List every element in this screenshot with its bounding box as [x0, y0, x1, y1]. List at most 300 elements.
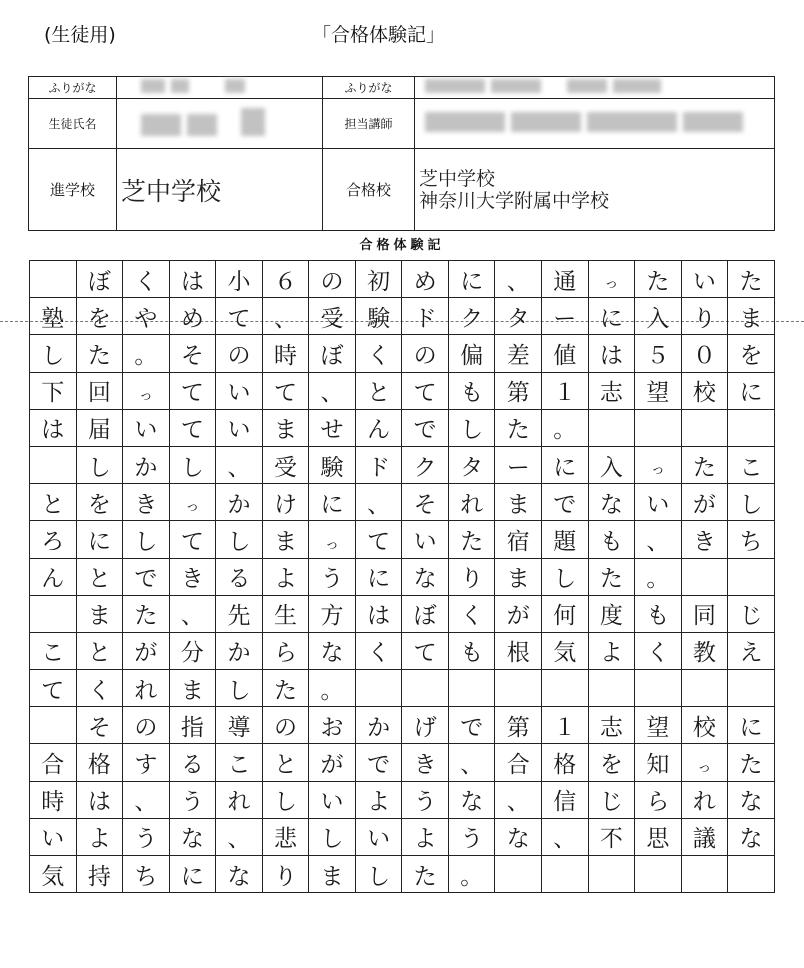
grid-cell: こ: [728, 447, 775, 484]
grid-cell: け: [263, 484, 310, 521]
grid-cell: 教: [682, 633, 729, 670]
grid-cell: [449, 670, 496, 707]
grid-cell: し: [356, 856, 403, 893]
grid-row: [30, 856, 775, 893]
grid-cell: げ: [402, 707, 449, 744]
grid-cell: 。: [635, 559, 682, 596]
grid-cell: 生: [263, 596, 310, 633]
grid-cell: 、: [263, 298, 310, 335]
grid-cell: ぼ: [309, 335, 356, 372]
grid-cell: 持: [77, 856, 124, 893]
grid-cell: 度: [589, 596, 636, 633]
grid-row: [30, 410, 775, 447]
grid-cell: っ: [589, 261, 636, 298]
grid-cell: と: [77, 633, 124, 670]
grid-cell: ０: [682, 335, 729, 372]
grid-cell: お: [309, 707, 356, 744]
grid-cell: い: [216, 410, 263, 447]
teacher-furigana-redacted: [415, 77, 775, 99]
grid-cell: じ: [728, 596, 775, 633]
grid-cell: の: [216, 335, 263, 372]
grid-cell: っ: [123, 373, 170, 410]
grid-cell: [728, 410, 775, 447]
grid-cell: 望: [635, 373, 682, 410]
grid-cell: た: [263, 670, 310, 707]
grid-cell: よ: [356, 782, 403, 819]
grid-cell: じ: [589, 782, 636, 819]
grid-cell: 不: [589, 819, 636, 856]
grid-cell: が: [682, 484, 729, 521]
grid-cell: 受: [309, 298, 356, 335]
grid-cell: り: [449, 559, 496, 596]
grid-cell: っ: [170, 484, 217, 521]
furigana-label-2: ふりがな: [323, 77, 415, 99]
grid-cell: い: [216, 373, 263, 410]
grid-cell: し: [449, 410, 496, 447]
grid-cell: で: [542, 484, 589, 521]
grid-cell: ま: [495, 484, 542, 521]
student-name-label: 生徒氏名: [29, 99, 117, 149]
grid-cell: も: [449, 633, 496, 670]
grid-cell: し: [216, 521, 263, 558]
grid-cell: [30, 261, 77, 298]
grid-row: [30, 707, 775, 744]
grid-cell: し: [542, 559, 589, 596]
grid-cell: 、: [449, 744, 496, 781]
grid-cell: に: [542, 447, 589, 484]
grid-cell: が: [309, 744, 356, 781]
grid-cell: [495, 670, 542, 707]
grid-cell: 気: [30, 856, 77, 893]
grid-cell: 議: [682, 819, 729, 856]
grid-cell: タ: [449, 447, 496, 484]
passed-school-2: 神奈川大学附属中学校: [419, 189, 610, 212]
grid-cell: を: [589, 744, 636, 781]
grid-cell: [542, 670, 589, 707]
grid-cell: ん: [356, 410, 403, 447]
grid-cell: く: [449, 596, 496, 633]
grid-cell: 時: [263, 335, 310, 372]
grid-cell: 方: [309, 596, 356, 633]
grid-cell: く: [635, 633, 682, 670]
grid-cell: 入: [589, 447, 636, 484]
grid-row: [30, 484, 775, 521]
school-enrolled-value: 芝中学校: [117, 149, 323, 231]
grid-cell: し: [309, 819, 356, 856]
grid-cell: て: [170, 373, 217, 410]
grid-row: [30, 559, 775, 596]
grid-cell: ５: [635, 335, 682, 372]
grid-cell: も: [449, 373, 496, 410]
grid-cell: 通: [542, 261, 589, 298]
grid-cell: き: [402, 744, 449, 781]
grid-cell: 同: [682, 596, 729, 633]
grid-cell: 志: [589, 373, 636, 410]
grid-cell: た: [728, 744, 775, 781]
grid-cell: も: [589, 521, 636, 558]
grid-cell: か: [216, 633, 263, 670]
grid-cell: め: [402, 261, 449, 298]
grid-cell: 指: [170, 707, 217, 744]
grid-cell: で: [123, 559, 170, 596]
grid-cell: な: [589, 484, 636, 521]
grid-cell: な: [728, 782, 775, 819]
grid-cell: [635, 410, 682, 447]
grid-cell: [728, 670, 775, 707]
grid-cell: に: [589, 298, 636, 335]
grid-cell: っ: [635, 447, 682, 484]
grid-cell: の: [402, 335, 449, 372]
school-enrolled-label: 進学校: [29, 149, 117, 231]
grid-cell: や: [123, 298, 170, 335]
grid-cell: ぼ: [402, 596, 449, 633]
grid-cell: [682, 856, 729, 893]
grid-cell: 根: [495, 633, 542, 670]
grid-cell: し: [30, 335, 77, 372]
grid-cell: し: [728, 484, 775, 521]
grid-row: [30, 261, 775, 298]
grid-cell: 校: [682, 707, 729, 744]
grid-cell: て: [402, 633, 449, 670]
grid-cell: ま: [263, 410, 310, 447]
grid-cell: 合: [495, 744, 542, 781]
grid-cell: [402, 670, 449, 707]
grid-cell: 、: [356, 484, 403, 521]
grid-cell: 時: [30, 782, 77, 819]
essay-title: 合格体験記: [359, 238, 445, 253]
grid-cell: ち: [123, 856, 170, 893]
grid-cell: に: [309, 484, 356, 521]
grid-cell: ６: [263, 261, 310, 298]
grid-cell: き: [682, 521, 729, 558]
grid-cell: た: [682, 447, 729, 484]
grid-cell: そ: [402, 484, 449, 521]
grid-cell: よ: [77, 819, 124, 856]
grid-cell: に: [449, 261, 496, 298]
grid-cell: 。: [449, 856, 496, 893]
grid-cell: え: [728, 633, 775, 670]
grid-cell: 分: [170, 633, 217, 670]
grid-cell: [635, 856, 682, 893]
grid-cell: 先: [216, 596, 263, 633]
student-info-table: [28, 76, 775, 231]
grid-cell: る: [170, 744, 217, 781]
grid-row: [30, 521, 775, 558]
grid-cell: 、: [495, 261, 542, 298]
grid-cell: て: [216, 298, 263, 335]
grid-cell: る: [216, 559, 263, 596]
grid-cell: り: [682, 298, 729, 335]
grid-cell: ク: [449, 298, 496, 335]
grid-cell: た: [123, 596, 170, 633]
grid-cell: 、: [542, 819, 589, 856]
grid-cell: の: [123, 707, 170, 744]
grid-cell: い: [123, 410, 170, 447]
grid-cell: ん: [30, 559, 77, 596]
grid-cell: 悲: [263, 819, 310, 856]
grid-cell: か: [216, 484, 263, 521]
grid-cell: い: [309, 782, 356, 819]
grid-row: [30, 633, 775, 670]
grid-row: [30, 782, 775, 819]
grid-row: [30, 744, 775, 781]
grid-cell: 、: [635, 521, 682, 558]
teacher-label: 担当講師: [323, 99, 415, 149]
grid-cell: [728, 559, 775, 596]
grid-cell: 初: [356, 261, 403, 298]
grid-cell: た: [77, 335, 124, 372]
grid-row: [30, 335, 775, 372]
grid-cell: 、: [495, 782, 542, 819]
grid-cell: は: [170, 261, 217, 298]
grid-cell: そ: [77, 707, 124, 744]
grid-cell: 差: [495, 335, 542, 372]
grid-cell: 受: [263, 447, 310, 484]
grid-row: [30, 298, 775, 335]
grid-cell: [30, 596, 77, 633]
grid-cell: 。: [123, 335, 170, 372]
grid-cell: は: [589, 335, 636, 372]
grid-cell: た: [728, 261, 775, 298]
grid-cell: い: [356, 819, 403, 856]
grid-cell: で: [356, 744, 403, 781]
grid-cell: 格: [77, 744, 124, 781]
grid-row: [30, 596, 775, 633]
grid-cell: し: [216, 670, 263, 707]
grid-cell: ク: [402, 447, 449, 484]
grid-cell: 、: [216, 819, 263, 856]
grid-cell: [682, 559, 729, 596]
grid-cell: [635, 670, 682, 707]
grid-cell: く: [77, 670, 124, 707]
grid-cell: 、: [309, 373, 356, 410]
grid-cell: い: [635, 484, 682, 521]
grid-cell: ま: [495, 559, 542, 596]
grid-cell: [728, 856, 775, 893]
grid-cell: が: [495, 596, 542, 633]
grid-cell: ま: [309, 856, 356, 893]
grid-cell: な: [170, 819, 217, 856]
grid-cell: て: [402, 373, 449, 410]
grid-cell: か: [123, 447, 170, 484]
grid-cell: [495, 856, 542, 893]
grid-cell: 入: [635, 298, 682, 335]
grid-cell: [589, 410, 636, 447]
grid-cell: 格: [542, 744, 589, 781]
grid-cell: 知: [635, 744, 682, 781]
grid-cell: て: [30, 670, 77, 707]
grid-cell: 。: [542, 410, 589, 447]
grid-cell: よ: [589, 633, 636, 670]
manuscript-grid: [29, 260, 775, 893]
grid-cell: た: [449, 521, 496, 558]
grid-cell: を: [77, 484, 124, 521]
student-furigana-redacted: [117, 77, 323, 99]
grid-cell: な: [449, 782, 496, 819]
student-name-redacted: [117, 99, 323, 149]
grid-cell: 偏: [449, 335, 496, 372]
schools-passed-label: 合格校: [323, 149, 415, 231]
grid-cell: と: [77, 559, 124, 596]
grid-cell: が: [123, 633, 170, 670]
grid-cell: は: [77, 782, 124, 819]
grid-cell: く: [356, 335, 403, 372]
grid-cell: に: [728, 373, 775, 410]
student-use-label: (生徒用): [44, 24, 116, 46]
grid-cell: か: [356, 707, 403, 744]
grid-cell: は: [30, 410, 77, 447]
grid-cell: [682, 670, 729, 707]
grid-cell: 、: [123, 782, 170, 819]
grid-row: [30, 447, 775, 484]
grid-cell: ま: [728, 298, 775, 335]
grid-cell: 題: [542, 521, 589, 558]
grid-cell: に: [728, 707, 775, 744]
grid-cell: 験: [309, 447, 356, 484]
grid-cell: [30, 447, 77, 484]
grid-cell: ま: [170, 670, 217, 707]
grid-cell: い: [402, 521, 449, 558]
grid-cell: と: [30, 484, 77, 521]
grid-cell: ち: [728, 521, 775, 558]
grid-cell: [542, 856, 589, 893]
schools-passed-values: [415, 149, 775, 231]
grid-cell: た: [402, 856, 449, 893]
grid-cell: せ: [309, 410, 356, 447]
grid-cell: 気: [542, 633, 589, 670]
grid-cell: き: [123, 484, 170, 521]
grid-cell: ド: [402, 298, 449, 335]
grid-cell: 、: [216, 447, 263, 484]
grid-cell: と: [263, 744, 310, 781]
grid-cell: う: [170, 782, 217, 819]
grid-cell: め: [170, 298, 217, 335]
grid-cell: し: [263, 782, 310, 819]
grid-cell: れ: [682, 782, 729, 819]
grid-cell: タ: [495, 298, 542, 335]
grid-cell: の: [309, 261, 356, 298]
grid-cell: ろ: [30, 521, 77, 558]
grid-cell: 校: [682, 373, 729, 410]
grid-cell: し: [77, 447, 124, 484]
grid-cell: は: [356, 596, 403, 633]
grid-cell: ド: [356, 447, 403, 484]
grid-cell: 。: [309, 670, 356, 707]
grid-cell: [589, 856, 636, 893]
grid-cell: れ: [123, 670, 170, 707]
grid-cell: に: [77, 521, 124, 558]
grid-cell: ま: [263, 521, 310, 558]
grid-cell: し: [170, 447, 217, 484]
grid-cell: て: [356, 521, 403, 558]
grid-cell: て: [170, 410, 217, 447]
grid-cell: に: [170, 856, 217, 893]
grid-cell: も: [635, 596, 682, 633]
grid-cell: 宿: [495, 521, 542, 558]
grid-cell: く: [123, 261, 170, 298]
grid-cell: う: [309, 559, 356, 596]
document-title: 「合格体験記」: [312, 24, 446, 46]
grid-cell: し: [123, 521, 170, 558]
grid-row: [30, 373, 775, 410]
grid-cell: ま: [77, 596, 124, 633]
grid-cell: な: [728, 819, 775, 856]
grid-cell: て: [170, 521, 217, 558]
grid-cell: っ: [682, 744, 729, 781]
grid-row: [30, 819, 775, 856]
grid-cell: の: [263, 707, 310, 744]
grid-cell: を: [77, 298, 124, 335]
grid-cell: た: [495, 410, 542, 447]
grid-cell: 思: [635, 819, 682, 856]
grid-cell: な: [216, 856, 263, 893]
grid-cell: れ: [449, 484, 496, 521]
grid-cell: こ: [30, 633, 77, 670]
grid-cell: 第: [495, 373, 542, 410]
grid-cell: い: [30, 819, 77, 856]
grid-row: [30, 670, 775, 707]
grid-cell: 合: [30, 744, 77, 781]
teacher-name-redacted: [415, 99, 775, 149]
grid-cell: よ: [402, 819, 449, 856]
grid-cell: を: [728, 335, 775, 372]
grid-cell: ぼ: [77, 261, 124, 298]
grid-cell: う: [449, 819, 496, 856]
grid-cell: た: [589, 559, 636, 596]
grid-cell: [682, 410, 729, 447]
grid-cell: に: [356, 559, 403, 596]
grid-cell: ら: [263, 633, 310, 670]
grid-cell: く: [356, 633, 403, 670]
grid-cell: 届: [77, 410, 124, 447]
grid-cell: 志: [589, 707, 636, 744]
grid-cell: [30, 707, 77, 744]
grid-cell: で: [402, 410, 449, 447]
grid-cell: [356, 670, 403, 707]
grid-cell: こ: [216, 744, 263, 781]
grid-cell: １: [542, 373, 589, 410]
grid-cell: な: [495, 819, 542, 856]
grid-cell: 小: [216, 261, 263, 298]
grid-cell: っ: [309, 521, 356, 558]
grid-cell: な: [309, 633, 356, 670]
grid-cell: と: [356, 373, 403, 410]
grid-cell: な: [402, 559, 449, 596]
grid-cell: よ: [263, 559, 310, 596]
grid-cell: ー: [542, 298, 589, 335]
grid-cell: 、: [170, 596, 217, 633]
grid-cell: 何: [542, 596, 589, 633]
grid-cell: す: [123, 744, 170, 781]
passed-school-1: 芝中学校: [419, 167, 496, 190]
furigana-label: ふりがな: [29, 77, 117, 99]
grid-cell: で: [449, 707, 496, 744]
grid-cell: い: [682, 261, 729, 298]
grid-cell: ー: [495, 447, 542, 484]
grid-cell: た: [635, 261, 682, 298]
grid-cell: き: [170, 559, 217, 596]
grid-cell: 信: [542, 782, 589, 819]
grid-cell: 験: [356, 298, 403, 335]
grid-cell: て: [263, 373, 310, 410]
grid-cell: 回: [77, 373, 124, 410]
grid-cell: れ: [216, 782, 263, 819]
grid-cell: 第: [495, 707, 542, 744]
grid-cell: ら: [635, 782, 682, 819]
grid-cell: そ: [170, 335, 217, 372]
grid-cell: り: [263, 856, 310, 893]
grid-cell: う: [402, 782, 449, 819]
